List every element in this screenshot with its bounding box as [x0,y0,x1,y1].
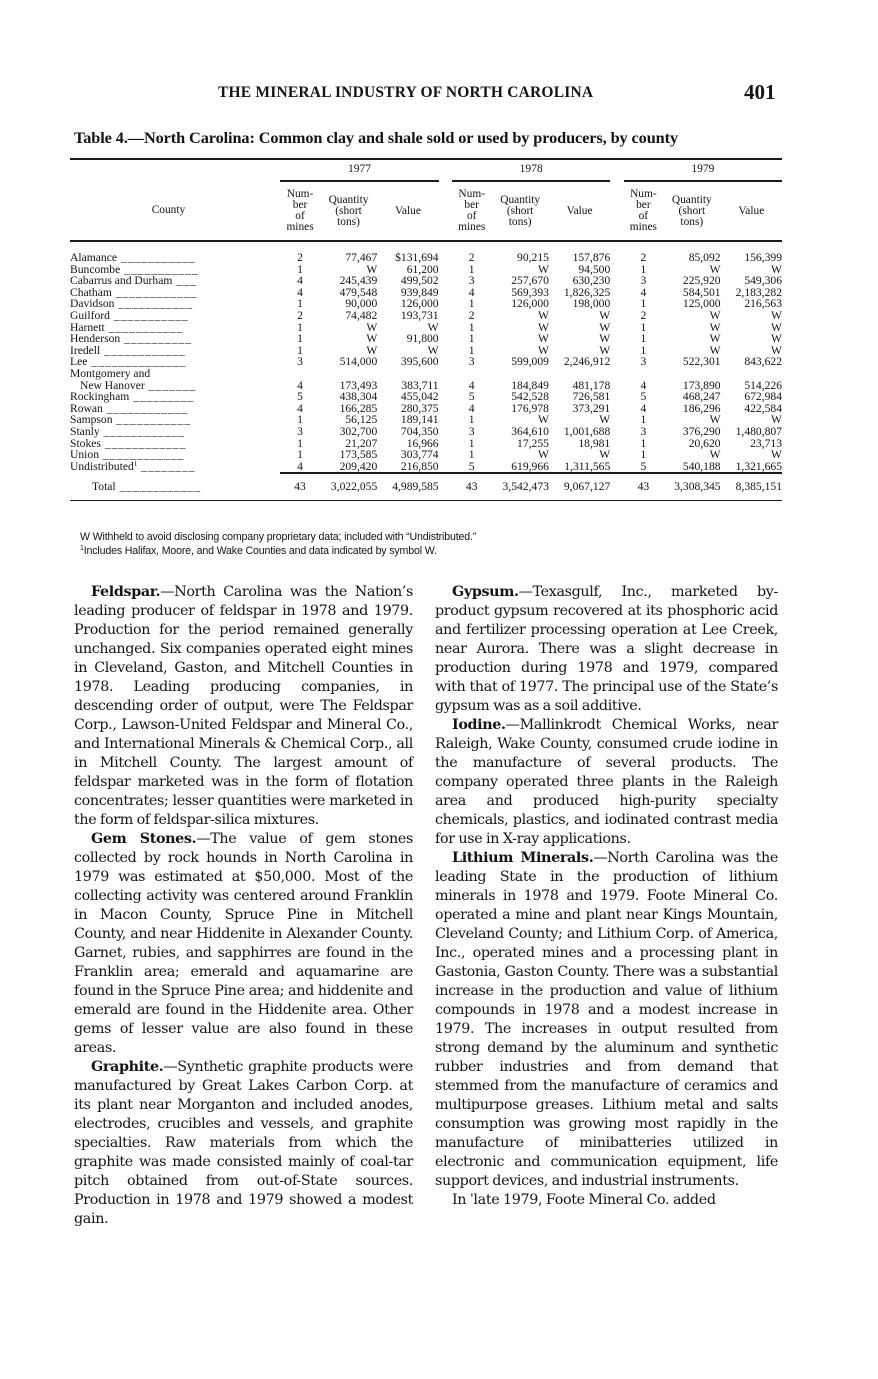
value-dollars: 1,321,665 [735,459,782,473]
quantity-short-tons: 619,966 [511,459,549,473]
value-dollars [377,368,438,380]
col-header-mines-1979: Num- ber of mines [624,181,663,241]
value-dollars: 383,711 [401,378,439,392]
footnote-marker: 1 [133,460,138,469]
mines-count: 2 [297,251,303,265]
leader-dots: ____________ [102,401,189,415]
value-dollars: W [771,343,782,357]
quantity-short-tons: W [366,332,378,346]
quantity-short-tons: 584,501 [682,285,721,299]
paragraph [435,1191,778,1210]
mines-count: 4 [640,401,647,415]
quantity-short-tons: W [537,262,549,276]
mines-count: 1 [297,320,303,334]
county-name: Lee [70,355,88,369]
data-table [70,160,782,498]
col-header-value-1977: Value [377,181,438,241]
mines-count: 5 [640,390,647,404]
quantity-short-tons: 125,000 [682,297,721,311]
value-dollars: 704,350 [400,425,439,438]
leader-dots: ____________ [99,425,186,438]
county-name: Henderson [70,332,121,346]
mines-count: 1 [468,320,475,334]
col-header-quantity-1978: Quantity (short tons) [491,181,549,241]
mines-count: 1 [640,343,647,357]
value-dollars: 630,230 [572,274,611,288]
county-name: Undistributed [70,460,134,474]
mines-count: 1 [640,448,647,462]
mines-count: 1 [297,343,303,357]
county-name: Rockingham [70,390,130,404]
paragraph-text: —Synthetic graphite products were manufactured by Great Lakes Carbon Corp. at its plant near Morganton and included anodes, electrodes, crucibles and vessels, and graphite specialties. Raw materials from which the graphite was made consisted mainly of coal-tar pitch obtained from out-of-State sources. Production in 1978 and 1979 showed a modest gain. [74,1059,413,1227]
mines-count: 3 [468,274,475,288]
quantity-short-tons: 77,467 [345,251,378,265]
county-name: New Hanover [80,378,145,392]
quantity-short-tons: 3,308,345 [674,479,721,493]
mines-count [280,368,319,380]
quantity-short-tons: 85,092 [688,251,721,265]
year-header-1977: 1977 [280,160,438,181]
quantity-short-tons: 3,022,055 [330,479,378,493]
mines-count: 3 [297,355,303,369]
value-dollars: 455,042 [400,390,439,404]
mines-count: 2 [468,251,475,265]
mines-count: 1 [468,297,475,311]
quantity-short-tons: 20,620 [688,436,721,450]
mines-count: 4 [468,285,475,299]
running-title: THE MINERAL INDUSTRY OF NORTH CAROLINA [218,84,594,101]
table-title: Table 4.—North Carolina: Common clay and shale sold or used by producers, by county [74,128,678,147]
section-heading: Iodine. [452,717,506,733]
table-total-row [70,474,782,498]
value-dollars: 514,226 [744,378,782,392]
quantity-short-tons: W [366,343,378,357]
value-dollars: 198,000 [572,297,611,311]
mines-count [452,368,491,380]
quantity-short-tons: 21,207 [345,436,378,450]
value-dollars: 216,563 [744,297,782,311]
leader-dots: ___________ [120,262,199,276]
mines-count: 43 [465,479,478,493]
quantity-short-tons: 542,528 [511,390,549,404]
leader-dots: _______ [144,378,197,392]
body-column-left [74,583,413,1229]
county-name: Iredell [70,343,101,357]
paragraph-text: —Mallinkrodt Chemical Works, near Raleigh, Wake County, consumed crude iodine in the manufacture of several products. The company operated three plants in the Raleigh area and produced high-purity specialty chemicals, plastics, and iodinated contrast media for use in X-ray applications. [435,717,778,847]
quantity-short-tons: W [709,320,721,334]
quantity-short-tons: 599,009 [511,355,549,369]
paragraph-text: —The value of gem stones collected by rock hounds in North Carolina in 1979 was estimated at $50,000. Most of the collecting activity was centered around Franklin in Macon County, Spruce Pine in Mitchell County, and near Hiddenite in Alexander County. Garnet, rubies, and sapphirres are found in the Franklin area; emerald and aquamarine are found in the Spruce Pine area; and hiddenite and emerald are found in the Hiddenite area. Other gems of lesser value are also found in these areas. [74,831,414,1056]
mines-count: 4 [297,285,303,299]
mines-count: 3 [468,425,475,438]
paragraph-text: —Texasgulf, Inc., marketed by-product gypsum recovered at its phosphoric acid and fertilizer processing operation at Lee Creek, near Aurora. There was a slight decrease in production during 1978 and 1979, compared with that of 1977. The principal use of the State’s gypsum was as a soil additive. [435,584,778,714]
clay-shale-table [70,158,782,501]
county-name: Buncombe [70,262,121,276]
mines-count [624,368,663,380]
leader-dots: ____________ [98,448,185,462]
mines-count: 2 [297,309,303,323]
value-dollars: W [427,320,439,334]
mines-count: 5 [640,459,647,473]
value-dollars: $131,694 [395,251,439,265]
quantity-short-tons: 176,978 [511,401,549,415]
mines-count: 1 [468,413,475,427]
value-dollars: 9,067,127 [563,479,611,493]
table-row [70,449,782,461]
section-heading: Gem Stones. [91,831,197,847]
county-name: Guilford [70,309,110,323]
value-dollars [549,368,610,380]
value-dollars [721,368,782,380]
paragraph-text: —North Carolina was the Nation’s leading producer of feldspar in 1978 and 1979. Production for the period remained generally unchanged. Six companies operated eight mines in Cleveland, Gaston, and Mitchell Counties in 1978. Leading producing companies, in descending order of output, were The Feldspar Corp., Lawson-United Feldspar and Mineral Co., and International Minerals & Chemical Corp., all in Mitchell County. The largest amount of feldspar marketed was in the form of flotation concentrates; lesser quantities were marketed in the form of feldspar-silica mixtures. [74,584,413,828]
quantity-short-tons: 17,255 [517,436,549,450]
county-name: Chatham [70,285,112,299]
quantity-short-tons [491,368,549,380]
leader-dots: ___ [172,274,197,288]
paragraph-text: In ˈlate 1979, Foote Mineral Co. added [452,1192,716,1208]
mines-count: 4 [640,285,647,299]
year-header-1979: 1979 [624,160,782,181]
mines-count: 4 [468,378,475,392]
quantity-short-tons: 126,000 [511,297,549,311]
quantity-short-tons: 376,290 [682,425,721,438]
mines-count: 3 [468,355,475,369]
section-heading: Feldspar. [91,584,161,600]
value-dollars: 157,876 [572,251,611,265]
table-bottom-rule [70,500,782,501]
value-dollars: 91,800 [406,332,439,346]
mines-count: 4 [297,459,303,473]
county-name: Montgomery and [70,367,151,381]
column-header-row [70,181,782,241]
value-dollars: 549,306 [744,274,782,288]
quantity-short-tons: 479,548 [339,285,378,299]
footnote-1: $^1$Includes Halifax, Moore, and Wake Counties and data indicated by symbol W. [80,545,437,557]
quantity-short-tons: 209,420 [339,459,378,473]
leader-dots: ___________ [114,297,194,311]
value-dollars: 280,375 [400,401,439,415]
mines-count: 1 [640,262,647,276]
mines-count: 1 [297,332,303,346]
leader-dots: __________ [120,332,193,346]
value-dollars: 422,584 [744,401,782,415]
value-dollars: 1,480,807 [735,425,782,438]
section-heading: Lithium Minerals. [452,850,594,866]
mines-count: 5 [297,390,303,404]
quantity-short-tons: 173,890 [682,378,721,392]
leader-dots: ___________ [109,309,189,323]
body-column-right [435,583,778,1210]
mines-count: 43 [637,479,650,493]
leader-dots: ___________ [112,413,192,427]
value-dollars: 189,141 [400,413,439,427]
mines-count: 2 [640,309,647,323]
leader-dots: ___________ [117,251,196,265]
county-header: County [70,181,267,241]
value-dollars: W [599,413,611,427]
col-header-value-1979: Value [721,181,782,241]
county-name: Union [70,448,99,462]
mines-count: 3 [297,425,303,438]
county-name: Harnett [70,320,105,334]
running-header [0,80,878,106]
value-dollars: 395,600 [400,355,439,369]
leader-dots: ___________ [104,320,184,334]
mines-count: 1 [468,262,475,276]
quantity-short-tons: W [537,343,549,357]
mines-count: 2 [468,309,475,323]
county-name: Stanly [70,425,100,438]
value-dollars: 18,981 [578,436,611,450]
value-dollars: W [599,332,611,346]
value-dollars: 61,200 [406,262,439,276]
mines-count: 1 [468,332,475,346]
mines-count: 1 [297,448,303,462]
leader-dots: ____________ [100,343,186,357]
mines-count: 1 [297,297,303,311]
page-number: 401 [744,80,776,104]
quantity-short-tons: 166,285 [339,401,378,415]
mines-count: 1 [297,413,303,427]
value-dollars: 126,000 [400,297,439,311]
value-dollars: 8,385,151 [735,479,782,493]
value-dollars: 481,178 [572,378,611,392]
quantity-short-tons: W [537,413,549,427]
quantity-short-tons [320,368,378,380]
paragraph [435,716,778,849]
year-header-row [70,160,782,181]
mines-count: 1 [640,320,647,334]
quantity-short-tons: 540,188 [682,459,721,473]
mines-count: 4 [640,378,647,392]
county-name: Alamance [70,251,117,265]
mines-count: 2 [640,251,647,265]
paragraph [435,583,778,716]
county-name: Rowan [70,401,103,415]
leader-dots: ________ [137,460,196,474]
value-dollars: W [771,262,782,276]
quantity-short-tons: 3,542,473 [502,479,549,493]
mines-count: 5 [468,459,475,473]
mines-count: 1 [640,297,647,311]
quantity-short-tons: 173,493 [339,378,378,392]
mines-count: 1 [640,436,647,450]
value-dollars: 216,850 [400,459,439,473]
leader-dots: ____________ [115,479,202,493]
value-dollars: 1,311,565 [564,459,611,473]
quantity-short-tons: W [709,413,721,427]
value-dollars: 843,622 [744,355,782,369]
value-dollars: 23,713 [750,436,782,450]
mines-count: 4 [468,401,475,415]
county-name: Stokes [70,436,101,450]
quantity-short-tons: 302,700 [339,425,378,438]
value-dollars: W [599,320,611,334]
mines-count: 1 [297,436,303,450]
quantity-short-tons: 74,482 [345,309,378,323]
value-dollars: W [771,332,782,346]
col-header-mines-1977: Num- ber of mines [280,181,319,241]
mines-count: 1 [468,436,475,450]
quantity-short-tons: 56,125 [345,413,378,427]
mines-count: 3 [640,425,647,438]
table-row [70,461,782,474]
quantity-short-tons: W [709,448,721,462]
footnote-w: W Withheld to avoid disclosing company proprietary data; included with “Undistributed.” [80,531,477,543]
mines-count: 5 [468,390,475,404]
quantity-short-tons: 569,393 [511,285,549,299]
quantity-short-tons: 468,247 [682,390,721,404]
table-footnotes [80,530,476,558]
mines-count: 3 [640,355,647,369]
value-dollars: 2,246,912 [563,355,611,369]
quantity-short-tons: W [709,332,721,346]
year-header-1978: 1978 [452,160,610,181]
leader-dots: ____________ [100,436,187,450]
mines-count: 1 [640,413,647,427]
quantity-short-tons: W [366,320,378,334]
quantity-short-tons [663,368,721,380]
value-dollars: 726,581 [572,390,611,404]
quantity-short-tons: W [537,320,549,334]
value-dollars: W [771,309,782,323]
quantity-short-tons: 514,000 [339,355,378,369]
value-dollars: W [771,448,782,462]
quantity-short-tons: 90,000 [345,297,378,311]
quantity-short-tons: 364,610 [511,425,549,438]
quantity-short-tons: W [537,448,549,462]
mines-count: 4 [297,401,303,415]
paragraph [74,830,413,1058]
value-dollars: W [599,448,611,462]
quantity-short-tons: 438,304 [339,390,378,404]
paragraph [74,1058,413,1229]
value-dollars: 193,731 [400,309,439,323]
paragraph [74,583,413,830]
value-dollars: 156,399 [744,251,782,265]
quantity-short-tons: 257,670 [511,274,549,288]
table-row [70,356,782,368]
value-dollars: 94,500 [578,262,611,276]
value-dollars: W [771,320,782,334]
section-heading: Graphite. [91,1059,164,1075]
county-name: Cabarrus and Durham [70,274,173,288]
quantity-short-tons: 173,585 [339,448,378,462]
quantity-short-tons: W [709,309,721,323]
quantity-short-tons: 90,215 [517,251,549,265]
value-dollars: 303,774 [400,448,439,462]
value-dollars: 2,183,282 [735,285,782,299]
quantity-short-tons: 522,301 [682,355,721,369]
value-dollars: 1,001,688 [563,425,611,438]
mines-count: 1 [640,332,647,346]
mines-count: 1 [468,343,475,357]
value-dollars: 4,989,585 [392,479,439,493]
leader-dots: ______________ [87,355,187,369]
mines-count: 4 [297,274,303,288]
value-dollars: 1,826,325 [563,285,611,299]
section-heading: Gypsum. [452,584,519,600]
value-dollars: 499,502 [400,274,439,288]
quantity-short-tons: 184,849 [511,378,549,392]
paragraph [435,849,778,1191]
quantity-short-tons: W [366,262,378,276]
county-name: Total [92,479,116,493]
quantity-short-tons: 225,920 [682,274,721,288]
mines-count: 1 [468,448,475,462]
value-dollars: 672,984 [744,390,782,404]
leader-dots: ____________ [111,285,198,299]
value-dollars: W [599,343,611,357]
value-dollars: 939,849 [400,285,439,299]
quantity-short-tons: 245,439 [339,274,378,288]
col-header-value-1978: Value [549,181,610,241]
quantity-short-tons: 186,296 [682,401,721,415]
mines-count: 4 [297,378,303,392]
leader-dots: _________ [129,390,195,404]
quantity-short-tons: W [709,343,721,357]
value-dollars: 373,291 [572,401,611,415]
col-header-mines-1978: Num- ber of mines [452,181,491,241]
col-header-quantity-1977: Quantity (short tons) [320,181,378,241]
col-header-quantity-1979: Quantity (short tons) [663,181,721,241]
quantity-short-tons: W [537,309,549,323]
mines-count: 3 [640,274,647,288]
value-dollars: W [427,343,439,357]
mines-count: 1 [297,262,303,276]
value-dollars: W [599,309,611,323]
value-dollars: 16,966 [406,436,439,450]
quantity-short-tons: W [709,262,721,276]
table-body [70,241,782,498]
value-dollars: W [771,413,782,427]
quantity-short-tons: W [537,332,549,346]
county-name: Sampson [70,413,113,427]
mines-count: 43 [294,479,306,493]
county-name: Davidson [70,297,115,311]
paragraph-text: —North Carolina was the leading State in the production of lithium minerals in 1978 and 1979. Foote Mineral Co. operated a mine and plant near Kings Mountain, Cleveland County; and Lithium Corp. of America, Inc., operated mines and a processing plant in Gastonia, Gaston County. There was a substantial increase in the production and value of lithium compounds in 1978 and a modest increase in 1979. The increases in output resulted from strong demand by the aluminum and synthetic rubber industries and from demand that stemmed from the manufacture of ceramics and multipurpose greases. Lithium metal and salts consumption was growing most rapidly in the manufacture of minibatteries utilized in electronic and communication equipment, life support devices, and industrial instruments. [435,850,778,1189]
